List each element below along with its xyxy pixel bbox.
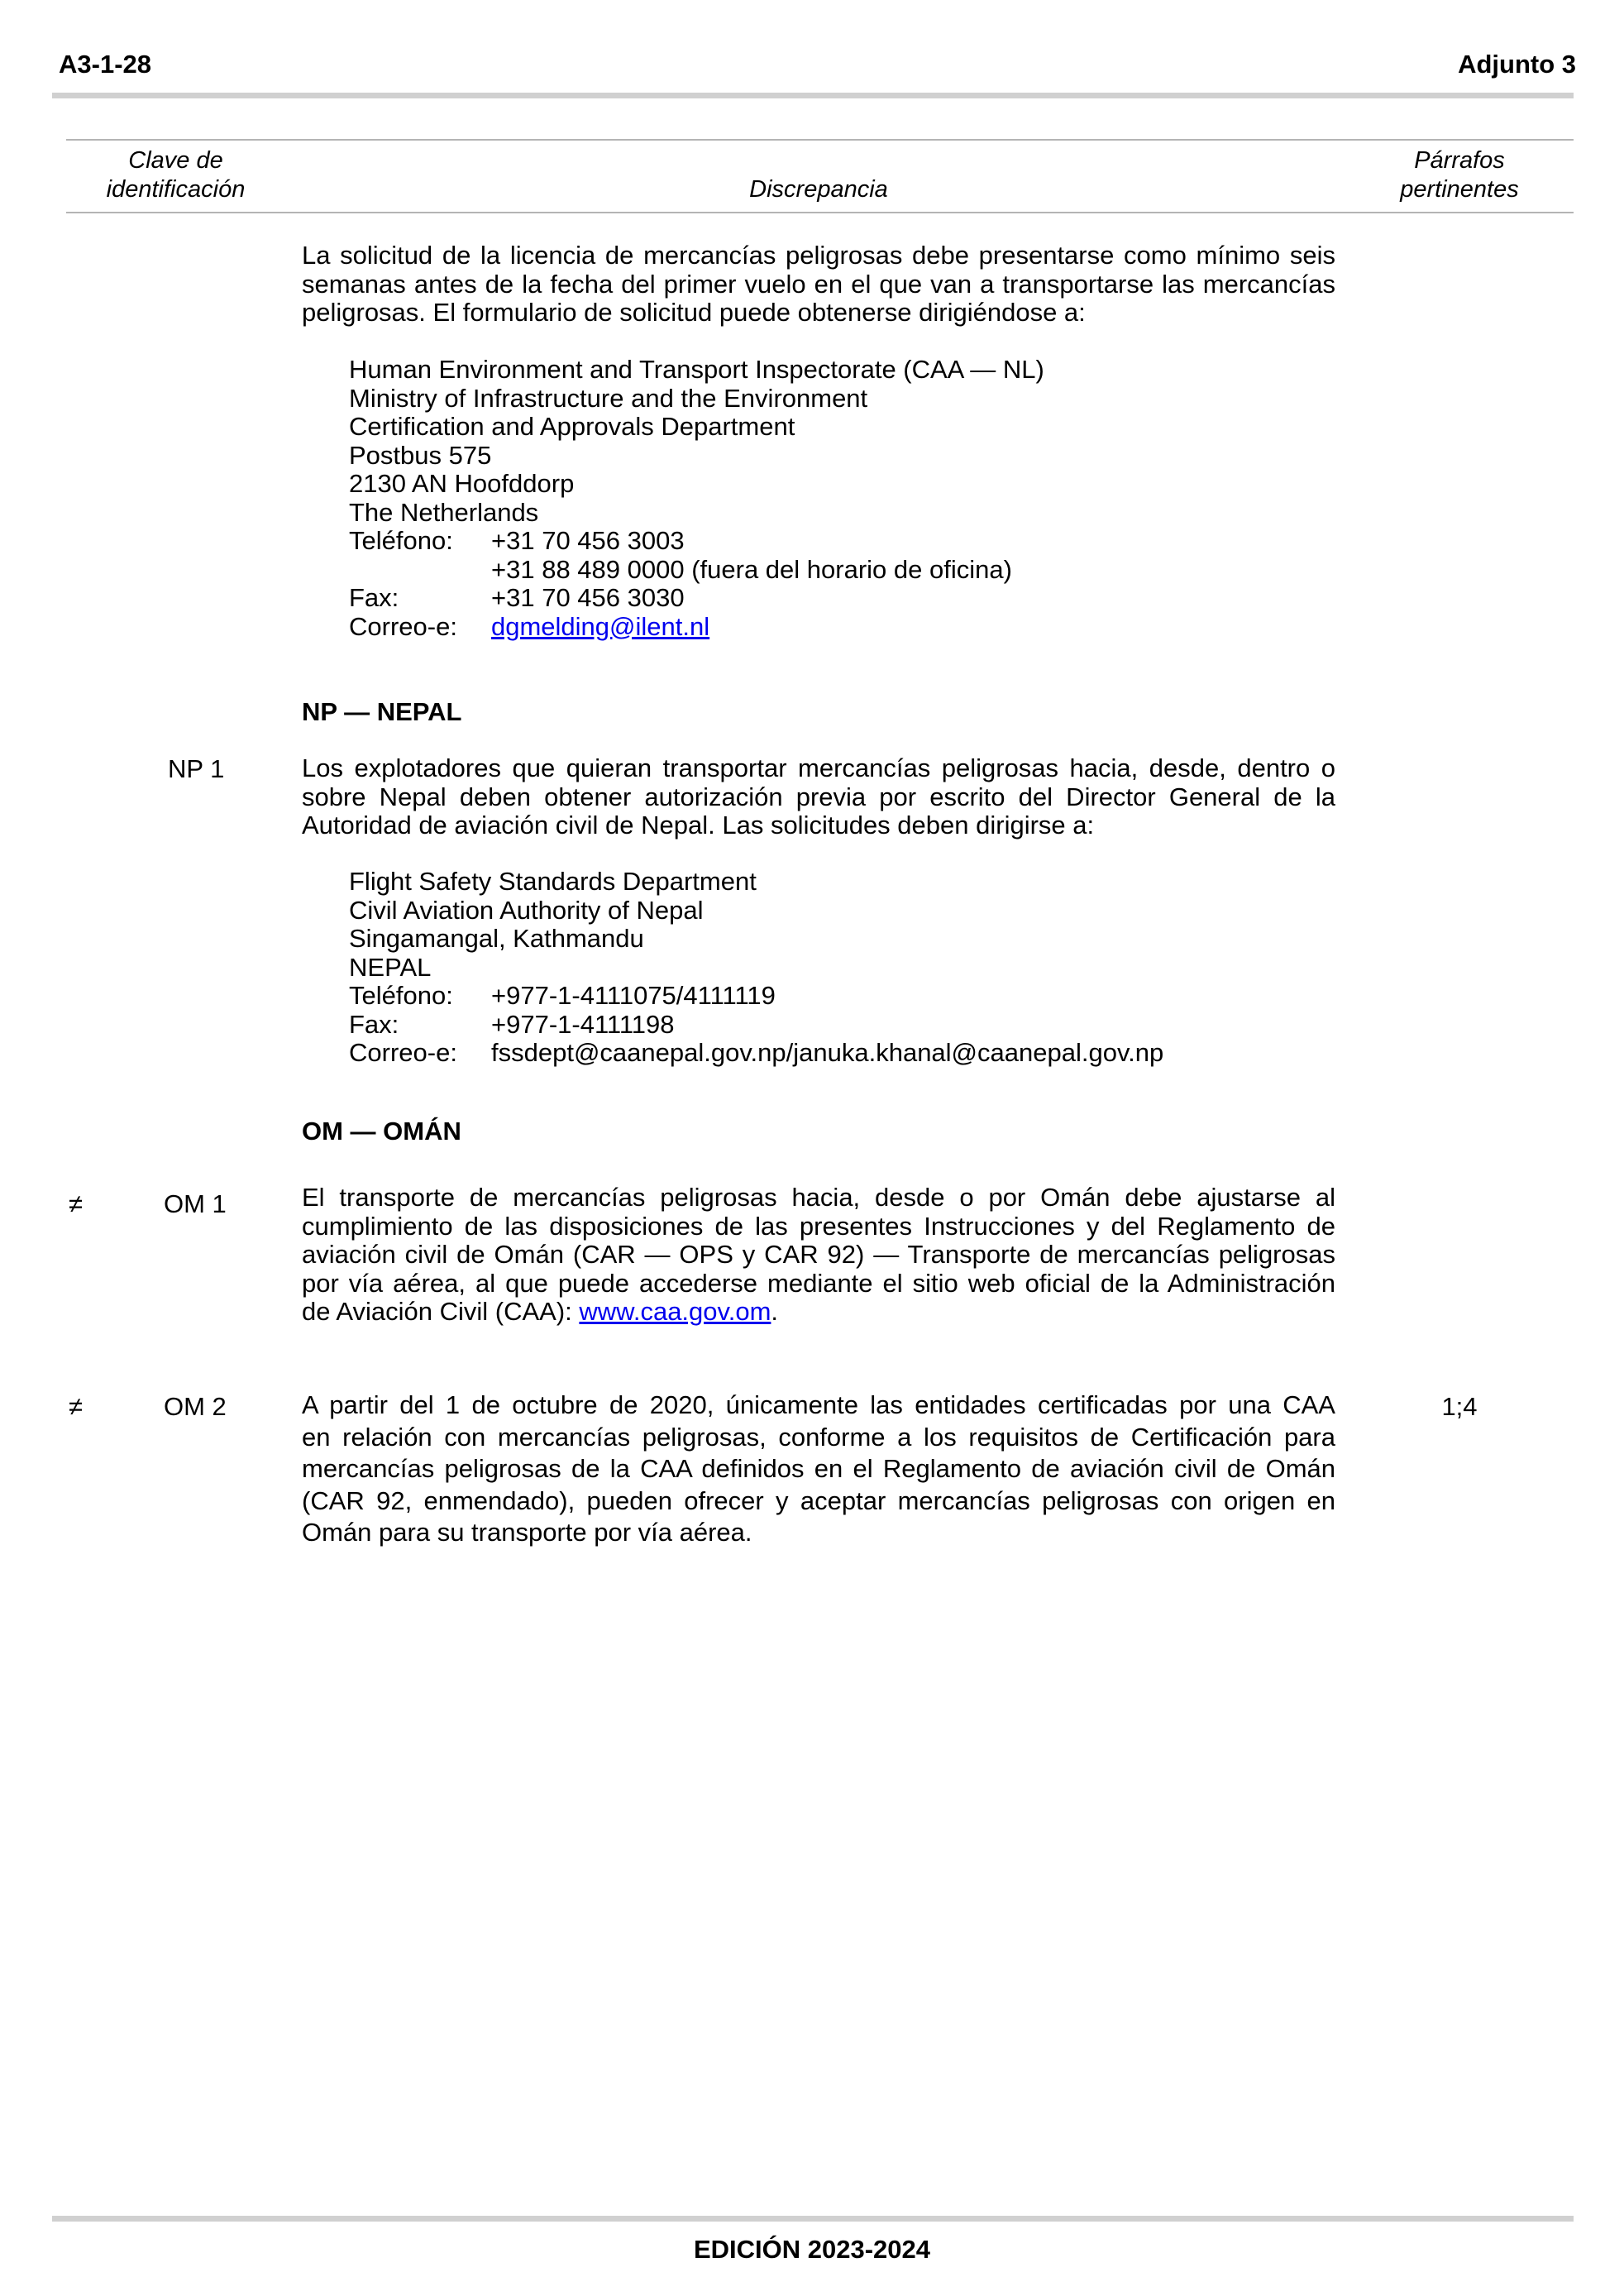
text-line: A partir del 1 de octubre de 2020, únicamente las entidades certificadas por una CAA bbox=[302, 1390, 1335, 1419]
section-heading-nepal: NP — NEPAL bbox=[302, 697, 462, 726]
fax-label: Fax: bbox=[349, 1009, 399, 1039]
email-address: fssdept@caanepal.gov.np/januka.khanal@caanepal.gov.np bbox=[491, 1038, 1164, 1067]
text-line: cumplimiento de las disposiciones de las presentes Instrucciones y del Reglamento de bbox=[302, 1211, 1335, 1241]
identification-key: OM 2 bbox=[164, 1392, 227, 1421]
caa-website-link[interactable]: www.caa.gov.om bbox=[579, 1297, 771, 1326]
change-mark: ≠ bbox=[69, 1392, 84, 1421]
text-line: mercancías peligrosas de la CAA definidos en el Reglamento de aviación civil de Omán bbox=[302, 1454, 1335, 1483]
nl-email-row bbox=[349, 613, 1044, 642]
email-label: Correo-e: bbox=[349, 1038, 457, 1067]
column-header-paragraphs-line: Párrafos bbox=[1414, 147, 1505, 174]
np-phone-row bbox=[349, 982, 1163, 1011]
text-line: aviación civil de Omán (CAR — OPS y CAR 92) — Transporte de mercancías peligrosas bbox=[302, 1240, 1335, 1269]
np-fax-row bbox=[349, 1011, 1163, 1040]
relevant-paragraphs: 1;4 bbox=[1441, 1392, 1478, 1421]
phone-number: +977-1-4111075/4111119 bbox=[491, 981, 776, 1010]
text-line: semanas antes de la fecha del primer vuelo en el que van a transportarse las mercancías bbox=[302, 269, 1335, 299]
text-fragment: . bbox=[771, 1297, 779, 1326]
change-mark: ≠ bbox=[69, 1189, 84, 1218]
edition-footer: EDICIÓN 2023-2024 bbox=[693, 2235, 931, 2264]
phone-number-after-hours: +31 88 489 0000 (fuera del horario de oficina) bbox=[491, 554, 1012, 584]
text-line bbox=[302, 1298, 1335, 1327]
column-header-paragraphs bbox=[1373, 146, 1546, 204]
text-line: El transporte de mercancías peligrosas hacia, desde o por Omán debe ajustarse al bbox=[302, 1183, 1335, 1212]
column-header-key-line: identificación bbox=[106, 176, 246, 203]
nl-address-block bbox=[349, 356, 1044, 641]
phone-label: Teléfono: bbox=[349, 526, 453, 555]
om2-paragraph bbox=[302, 1390, 1335, 1549]
text-line: La solicitud de la licencia de mercancías peligrosas debe presentarse como mínimo seis bbox=[302, 241, 1335, 270]
text-line: (CAR 92, enmendado), pueden ofrecer y aceptar mercancías peligrosas con origen en bbox=[302, 1485, 1335, 1515]
om1-paragraph bbox=[302, 1184, 1335, 1327]
address-line: Postbus 575 bbox=[349, 440, 492, 470]
section-title: Adjunto 3 bbox=[1458, 50, 1576, 79]
email-link[interactable]: dgmelding@ilent.nl bbox=[491, 611, 710, 641]
address-line: Civil Aviation Authority of Nepal bbox=[349, 895, 704, 925]
identification-key: NP 1 bbox=[168, 754, 225, 783]
address-line: Flight Safety Standards Department bbox=[349, 867, 757, 896]
column-header-paragraphs-line: pertinentes bbox=[1400, 176, 1519, 203]
text-line: Autoridad de aviación civil de Nepal. Las solicitudes deben dirigirse a: bbox=[302, 811, 1095, 839]
address-line: Certification and Approvals Department bbox=[349, 412, 795, 441]
section-heading-oman: OM — OMÁN bbox=[302, 1117, 461, 1146]
nl-phone-row bbox=[349, 527, 1044, 556]
text-line: sobre Nepal deben obtener autorización previa por escrito del Director General de la bbox=[302, 782, 1335, 811]
nl-phone-row-2 bbox=[349, 556, 1044, 585]
address-line: NEPAL bbox=[349, 952, 432, 982]
header-rule bbox=[52, 93, 1574, 98]
address-line: Human Environment and Transport Inspectorate (CAA — NL) bbox=[349, 355, 1044, 384]
column-header-key-line: Clave de bbox=[128, 147, 223, 174]
np1-paragraph bbox=[302, 754, 1335, 840]
column-header-discrepancy: Discrepancia bbox=[749, 176, 888, 203]
email-label: Correo-e: bbox=[349, 611, 457, 641]
nl-fax-row bbox=[349, 584, 1044, 613]
np-email-row bbox=[349, 1039, 1163, 1068]
page-number: A3-1-28 bbox=[59, 50, 151, 79]
address-line: 2130 AN Hoofddorp bbox=[349, 469, 575, 498]
phone-number: +31 70 456 3003 bbox=[491, 526, 685, 555]
text-line: en relación con mercancías peligrosas, conforme a los requisitos de Certificación para bbox=[302, 1422, 1335, 1452]
identification-key: OM 1 bbox=[164, 1189, 227, 1218]
text-line: por vía aérea, al que puede accederse mediante el sitio web oficial de la Administración bbox=[302, 1268, 1335, 1298]
address-line: The Netherlands bbox=[349, 497, 539, 527]
table-header-rule bbox=[66, 212, 1574, 213]
column-header-key bbox=[83, 146, 269, 204]
text-line: Los explotadores que quieran transportar mercancías peligrosas hacia, desde, dentro o bbox=[302, 753, 1335, 782]
fax-number: +31 70 456 3030 bbox=[491, 583, 685, 612]
fax-number: +977-1-4111198 bbox=[491, 1009, 675, 1039]
text-line: peligrosas. El formulario de solicitud puede obtenerse dirigiéndose a: bbox=[302, 298, 1086, 327]
table-top-rule bbox=[66, 139, 1574, 141]
address-line: Singamangal, Kathmandu bbox=[349, 924, 644, 953]
np-address-block bbox=[349, 868, 1163, 1068]
fax-label: Fax: bbox=[349, 583, 399, 612]
text-fragment: de Aviación Civil (CAA): bbox=[302, 1297, 580, 1326]
text-line: Omán para su transporte por vía aérea. bbox=[302, 1518, 752, 1547]
phone-label: Teléfono: bbox=[349, 981, 453, 1010]
address-line: Ministry of Infrastructure and the Environment bbox=[349, 383, 868, 413]
footer-rule bbox=[52, 2216, 1574, 2222]
nl-intro-paragraph bbox=[302, 242, 1335, 328]
